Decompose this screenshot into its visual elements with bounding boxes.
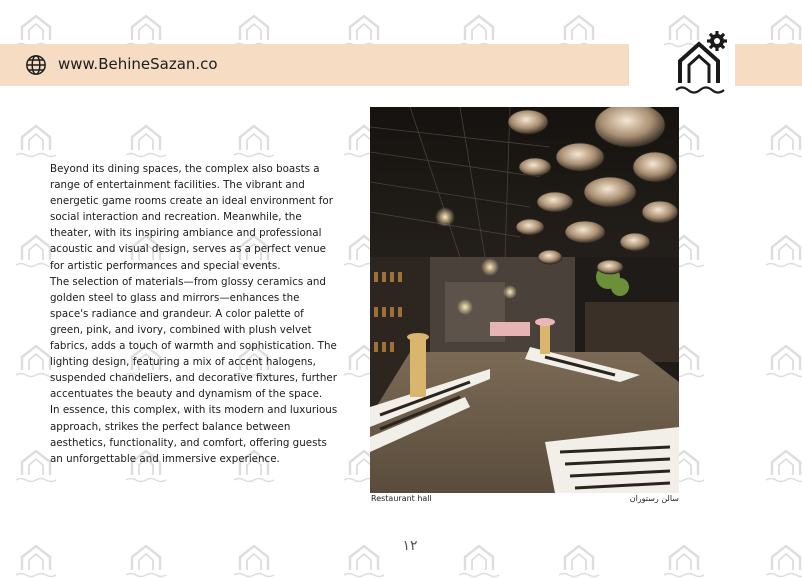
watermark-logo-icon bbox=[455, 10, 503, 48]
caption-english: Restaurant hall bbox=[371, 494, 432, 503]
watermark-logo-icon bbox=[762, 340, 802, 378]
watermark-logo-icon bbox=[762, 10, 802, 48]
watermark-logo-icon bbox=[762, 540, 802, 578]
watermark-logo-icon bbox=[762, 445, 802, 483]
watermark-logo-icon bbox=[555, 10, 603, 48]
globe-icon bbox=[25, 54, 47, 76]
watermark-logo-icon bbox=[230, 10, 278, 48]
watermark-logo-icon bbox=[660, 540, 708, 578]
watermark-logo-icon bbox=[340, 10, 388, 48]
website-banner bbox=[0, 44, 629, 86]
restaurant-hall-photo bbox=[370, 107, 679, 493]
watermark-logo-icon bbox=[230, 120, 278, 158]
watermark-logo-icon bbox=[455, 540, 503, 578]
watermark-logo-icon bbox=[762, 230, 802, 268]
banner-accent bbox=[735, 44, 802, 86]
watermark-logo-icon bbox=[555, 540, 603, 578]
paragraph-entertainment: Beyond its dining spaces, the complex also boasts a range of entertainment facilities. The vibrant and energetic game rooms create an ideal environment for social interaction and recreation. Meanwhile, the theater, with its inspiring ambiance and professional acoustic and visual design, serves as a perfect venue for artistic performances and special events. bbox=[50, 163, 333, 272]
website-url[interactable]: www.BehineSazan.co bbox=[58, 55, 218, 73]
caption-persian: سالن رستوران bbox=[629, 494, 679, 503]
paragraph-conclusion: In essence, this complex, with its modern and luxurious approach, strikes the perfect balance between aesthetics, functionality, and comfort, offering guests an unforgettable and immersive experience. bbox=[50, 404, 338, 465]
body-text bbox=[50, 161, 340, 467]
watermark-logo-icon bbox=[12, 10, 60, 48]
watermark-logo-icon bbox=[12, 120, 60, 158]
watermark-logo-icon bbox=[762, 120, 802, 158]
watermark-logo-icon bbox=[122, 120, 170, 158]
watermark-logo-icon bbox=[340, 540, 388, 578]
watermark-logo-icon bbox=[12, 540, 60, 578]
watermark-logo-icon bbox=[122, 10, 170, 48]
paragraph-materials: The selection of materials—from glossy ceramics and golden steel to glass and mirrors—enhances the space's radiance and grandeur. A color palette of green, pink, and ivory, combined with plush velvet fabrics, adds a touch of warmth and sophistication. The lighting design, featuring a mix of accent halogens, suspended chandeliers, and decorative fixtures, further accentuates the beauty and dynamism of the space. bbox=[50, 275, 337, 401]
watermark-logo-icon bbox=[230, 540, 278, 578]
page-number: ۱۲ bbox=[402, 538, 418, 554]
house-gear-logo-icon bbox=[668, 28, 732, 98]
watermark-logo-icon bbox=[122, 540, 170, 578]
